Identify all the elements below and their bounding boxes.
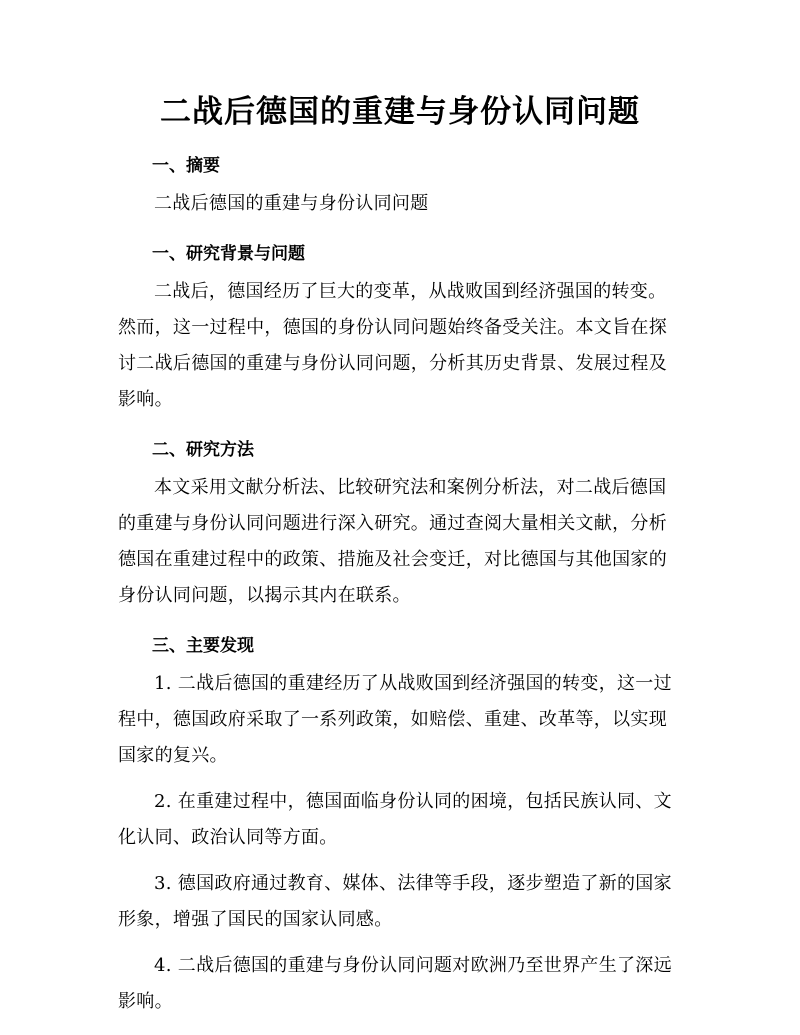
section-heading-background: 一、研究背景与问题	[152, 244, 305, 264]
finding-item-3: 3. 德国政府通过教育、媒体、法律等手段，逐步塑造了新的国家形象，增强了国民的国家认同感。	[118, 873, 672, 930]
section-heading-findings: 三、主要发现	[152, 636, 254, 656]
document-title: 二战后德国的重建与身份认同问题	[160, 94, 640, 130]
finding-item-4: 4. 二战后德国的重建与身份认同问题对欧洲乃至世界产生了深远影响。	[118, 955, 672, 1012]
abstract-text: 二战后德国的重建与身份认同问题	[154, 193, 429, 214]
finding-item-1: 1. 二战后德国的重建经历了从战败国到经济强国的转变，这一过程中，德国政府采取了一系列政策，如赔偿、重建、改革等，以实现国家的复兴。	[118, 673, 672, 766]
methods-paragraph: 本文采用文献分析法、比较研究法和案例分析法，对二战后德国的重建与身份认同问题进行深入研究。通过查阅大量相关文献，分析德国在重建过程中的政策、措施及社会变迁，对比德国与其他国家的身份认同问题，以揭示其内在联系。	[118, 477, 667, 606]
section-heading-methods: 二、研究方法	[152, 440, 254, 460]
background-paragraph: 二战后，德国经历了巨大的变革，从战败国到经济强国的转变。然而，这一过程中，德国的身份认同问题始终备受关注。本文旨在探讨二战后德国的重建与身份认同问题，分析其历史背景、发展过程及影响。	[118, 281, 667, 410]
finding-item-2: 2. 在重建过程中，德国面临身份认同的困境，包括民族认同、文化认同、政治认同等方面。	[118, 791, 672, 848]
section-heading-abstract: 一、摘要	[152, 156, 220, 176]
